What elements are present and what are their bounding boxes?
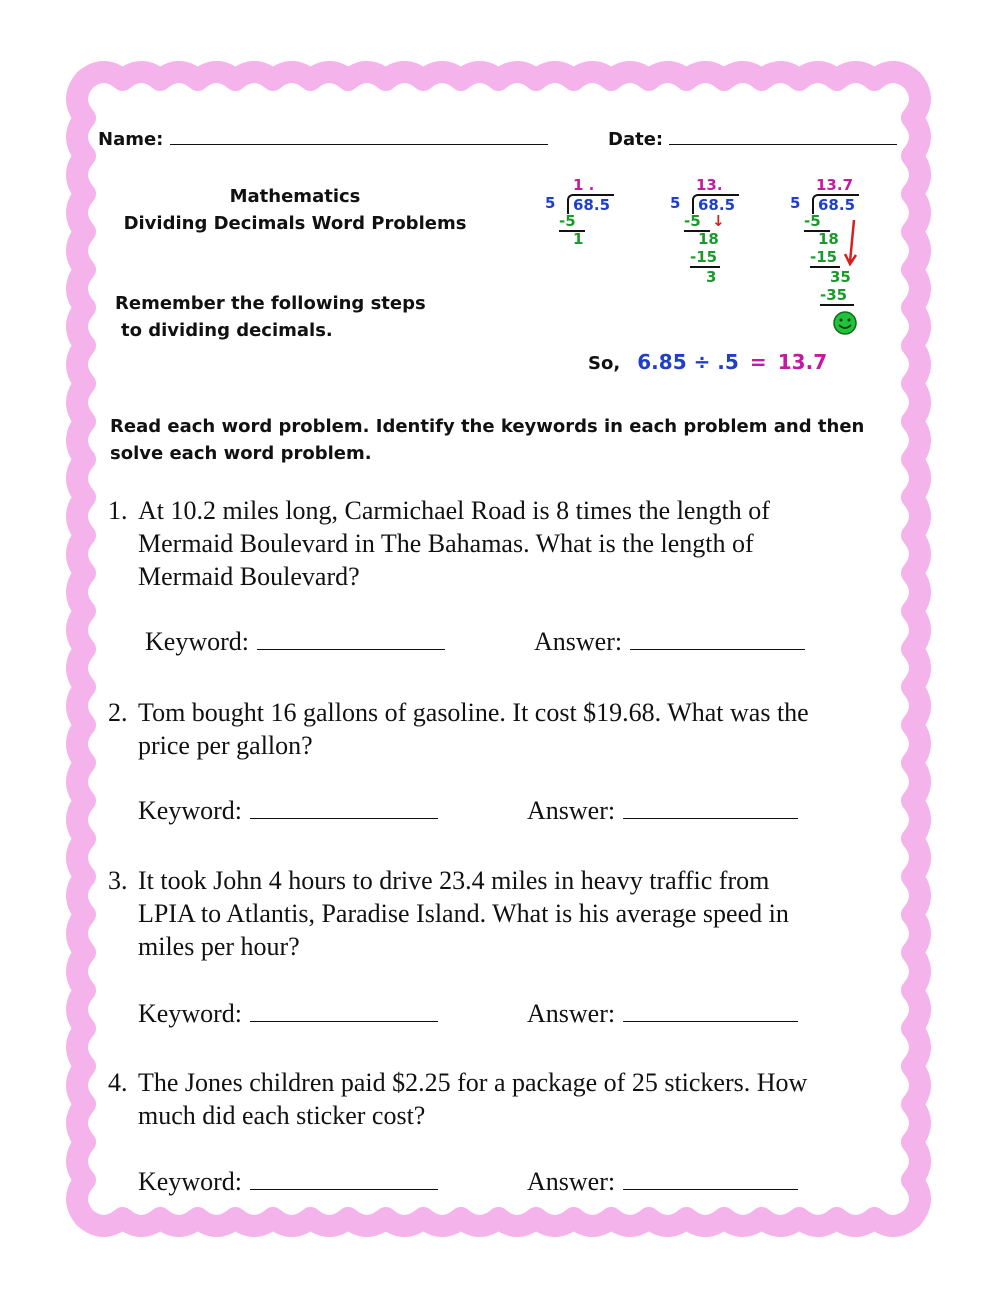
answer-label: Answer: (527, 999, 616, 1028)
dividend-2: 68.5 (692, 194, 739, 214)
problem-2 (108, 696, 908, 762)
answer-field-4[interactable] (527, 1167, 798, 1197)
work-2-c: -15 (690, 248, 720, 268)
division-step-2 (670, 176, 780, 286)
date-label: Date: (608, 129, 664, 150)
keyword-label: Keyword: (138, 1167, 242, 1196)
keyword-field-1[interactable] (145, 627, 445, 657)
keyword-field-3[interactable] (138, 999, 438, 1029)
answer-field-2[interactable] (527, 796, 798, 826)
red-arrow-icon (844, 218, 860, 268)
divisor-2: 5 (670, 194, 681, 212)
instructions (110, 413, 910, 467)
problem-4 (108, 1066, 908, 1132)
quotient-1: 1 . (573, 176, 595, 194)
keyword-blank[interactable] (257, 627, 445, 650)
problem-line: Mermaid Boulevard in The Bahamas. What is the length of (138, 529, 754, 558)
work-3-c: -15 (810, 248, 840, 268)
date-line[interactable] (669, 128, 897, 145)
keyword-blank[interactable] (250, 999, 438, 1022)
problem-line: price per gallon? (138, 731, 313, 760)
subject-title: Mathematics (229, 186, 361, 207)
answer-blank[interactable] (630, 627, 805, 650)
answer-label: Answer: (534, 627, 623, 656)
problem-number: 4. (108, 1068, 128, 1097)
work-3-a: -5 (804, 212, 830, 232)
problem-line: LPIA to Atlantis, Paradise Island. What is his average speed in (138, 899, 789, 928)
work-2-b: 18 (698, 230, 719, 248)
so-label: So, (588, 353, 621, 374)
problem-line: much did each sticker cost? (138, 1101, 426, 1130)
answer-blank[interactable] (623, 999, 798, 1022)
quotient-2: 13. (696, 176, 723, 194)
problem-number: 1. (108, 496, 128, 525)
answer-label: Answer: (527, 1167, 616, 1196)
problem-line: The Jones children paid $2.25 for a package of 25 stickers. How (138, 1068, 808, 1097)
keyword-label: Keyword: (138, 796, 242, 825)
work-2-d: 3 (706, 268, 717, 286)
divisor-3: 5 (790, 194, 801, 212)
answer-label: Answer: (527, 796, 616, 825)
keyword-field-2[interactable] (138, 796, 438, 826)
problem-number: 3. (108, 866, 128, 895)
arrow-down-icon: ↓ (712, 212, 725, 230)
problem-line: At 10.2 miles long, Carmichael Road is 8 times the length of (138, 496, 770, 525)
problem-line: miles per hour? (138, 932, 300, 961)
equation-result: 13.7 (777, 350, 828, 374)
dividend-3: 68.5 (812, 194, 859, 214)
work-2-a: -5 (684, 212, 710, 232)
problem-1 (108, 494, 908, 593)
work-1-b: 1 (573, 230, 584, 248)
work-3-d: 35 (830, 268, 851, 286)
keyword-blank[interactable] (250, 796, 438, 819)
problem-line: Mermaid Boulevard? (138, 562, 360, 591)
work-3-b: 18 (818, 230, 839, 248)
remember-line-2: to dividing decimals. (121, 320, 333, 341)
work-3-e: -35 (820, 286, 854, 306)
answer-blank[interactable] (623, 796, 798, 819)
remember-note (115, 290, 426, 344)
instructions-line-2: solve each word problem. (110, 443, 372, 464)
topic-title: Dividing Decimals Word Problems (123, 213, 467, 234)
name-field[interactable] (98, 128, 548, 150)
dividend-1: 68.5 (567, 194, 614, 214)
equation-equals: = (749, 350, 767, 374)
answer-blank[interactable] (623, 1167, 798, 1190)
date-field[interactable] (608, 128, 897, 150)
answer-field-1[interactable] (534, 627, 805, 657)
equation-left: 6.85 ÷ .5 (637, 350, 739, 374)
remember-line-1: Remember the following steps (115, 293, 426, 314)
problem-line: Tom bought 16 gallons of gasoline. It cost $19.68. What was the (138, 698, 809, 727)
keyword-field-4[interactable] (138, 1167, 438, 1197)
quotient-3: 13.7 (816, 176, 854, 194)
name-line[interactable] (170, 128, 548, 145)
divisor-1: 5 (545, 194, 556, 212)
problem-3 (108, 864, 908, 963)
instructions-line-1: Read each word problem. Identify the keywords in each problem and then (110, 416, 865, 437)
division-step-3 (790, 176, 900, 336)
problem-line: It took John 4 hours to drive 23.4 miles in heavy traffic from (138, 866, 770, 895)
problem-number: 2. (108, 698, 128, 727)
keyword-label: Keyword: (138, 999, 242, 1028)
answer-field-3[interactable] (527, 999, 798, 1029)
smiley-icon (832, 310, 858, 336)
division-step-1 (545, 176, 655, 256)
work-1-a: -5 (559, 212, 585, 232)
keyword-label: Keyword: (145, 627, 249, 656)
example-equation (588, 350, 827, 374)
keyword-blank[interactable] (250, 1167, 438, 1190)
name-label: Name: (98, 129, 164, 150)
title-block (100, 183, 490, 237)
